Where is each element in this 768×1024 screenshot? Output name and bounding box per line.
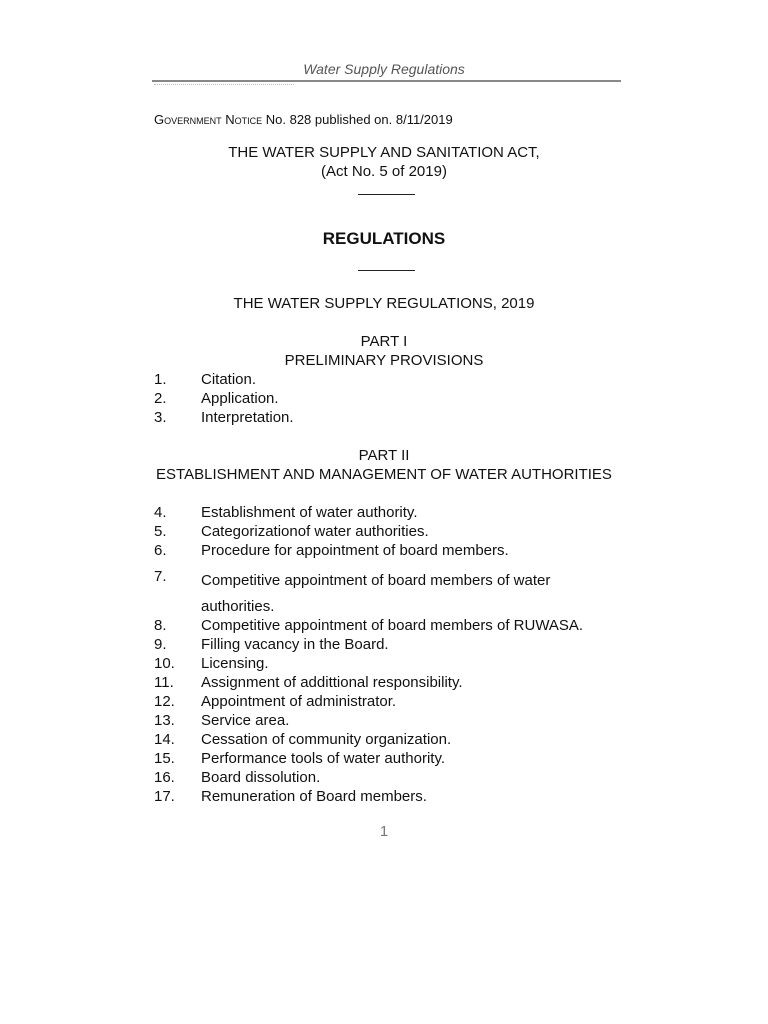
header-cutoff-line [154, 83, 294, 87]
item-number: 9. [154, 636, 167, 653]
part-1-heading: PRELIMINARY PROVISIONS [284, 352, 484, 369]
item-number: 5. [154, 523, 167, 540]
part-1-label: PART I [360, 333, 408, 350]
item-text: Assignment of addittional responsibility. [201, 674, 463, 691]
item-number: 15. [154, 750, 175, 767]
item-number: 12. [154, 693, 175, 710]
item-text: Performance tools of water authority. [201, 750, 445, 767]
item-text: Interpretation. [201, 409, 294, 426]
item-number: 8. [154, 617, 167, 634]
item-text: Appointment of administrator. [201, 693, 397, 710]
item-number: 10. [154, 655, 175, 672]
item-number: 7. [154, 568, 167, 585]
item-text: Service area. [201, 712, 290, 729]
notice-text: No. 828 published on. 8/11/2019 [262, 112, 453, 127]
item-number: 4. [154, 504, 167, 521]
item-text: Categorizationof water authorities. [201, 523, 429, 540]
item-number: 3. [154, 409, 167, 426]
item-number: 16. [154, 769, 175, 786]
item-text: Licensing. [201, 655, 269, 672]
header-rule [152, 80, 621, 82]
item-text: Cessation of community organization. [201, 731, 452, 748]
item-text: Filling vacancy in the Board. [201, 636, 389, 653]
item-text: Citation. [201, 371, 257, 388]
item-text-continued: authorities. [201, 598, 275, 615]
item-text: Competitive appointment of board members of water [201, 572, 551, 589]
running-header: Water Supply Regulations [303, 61, 465, 77]
item-number: 13. [154, 712, 175, 729]
government-notice [154, 112, 453, 127]
item-number: 17. [154, 788, 175, 805]
regulations-heading: REGULATIONS [322, 229, 446, 248]
divider-1 [358, 194, 415, 195]
item-text: Application. [201, 390, 279, 407]
item-text: Procedure for appointment of board members. [201, 542, 509, 559]
page-number: 1 [379, 823, 389, 840]
part-2-heading: ESTABLISHMENT AND MANAGEMENT OF WATER AUTHORITIES [156, 466, 612, 483]
regulations-title: THE WATER SUPPLY REGULATIONS, 2019 [233, 295, 535, 312]
notice-prefix-2: Notice [225, 112, 263, 127]
divider-2 [358, 270, 415, 271]
item-text: Competitive appointment of board members of RUWASA. [201, 617, 584, 634]
item-text: Establishment of water authority. [201, 504, 418, 521]
item-text: Remuneration of Board members. [201, 788, 427, 805]
item-number: 6. [154, 542, 167, 559]
act-name: THE WATER SUPPLY AND SANITATION ACT, [228, 144, 540, 161]
act-number: (Act No. 5 of 2019) [321, 163, 447, 180]
item-number: 14. [154, 731, 175, 748]
item-number: 11. [154, 674, 174, 691]
item-text: Board dissolution. [201, 769, 321, 786]
notice-prefix-1: Government [154, 112, 222, 127]
item-number: 2. [154, 390, 167, 407]
part-2-label: PART II [358, 447, 410, 464]
item-number: 1. [154, 371, 167, 388]
